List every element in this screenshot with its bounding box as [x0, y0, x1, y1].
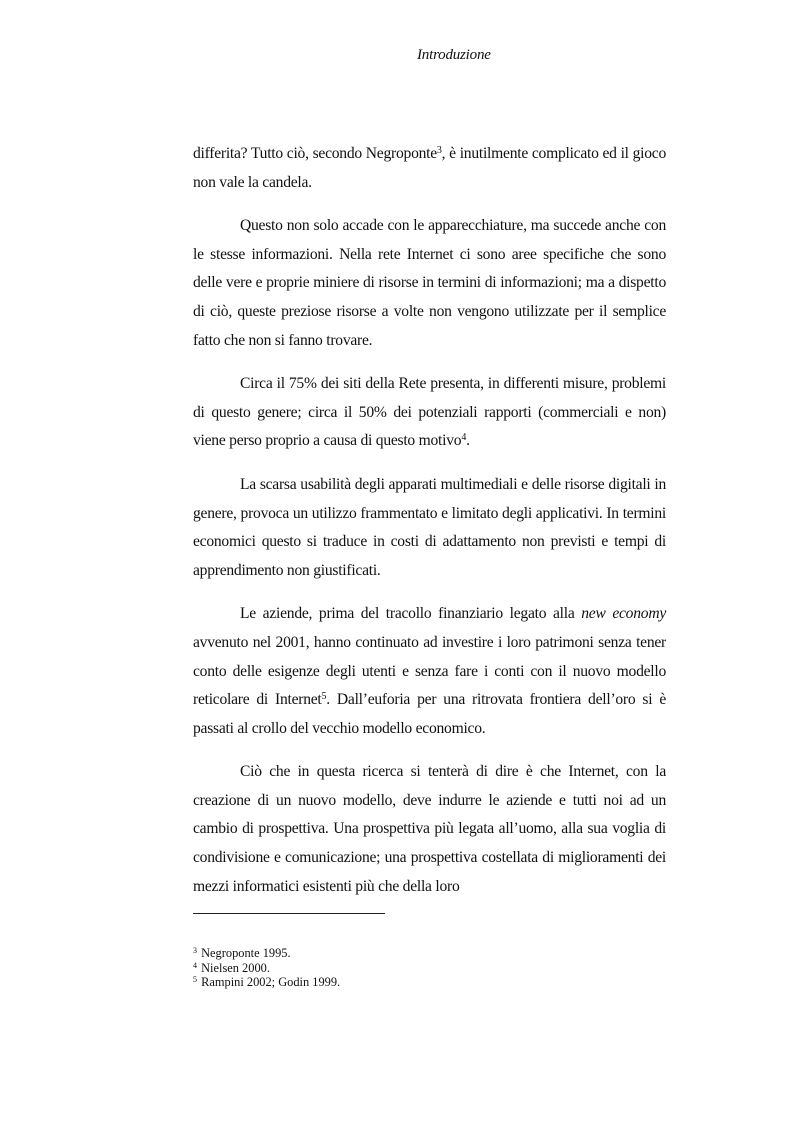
paragraph-6: Ciò che in questa ricerca si tenterà di dire è che Internet, con la creazione di un nuovo modello, deve indurre le aziende e tutti noi ad un cambio di prospettiva. Una prospettiva più legata all’uomo, alla sua voglia di condivisione e comunicazione; una prospettiva costellata di miglioramenti dei mezzi informatici esistenti più che della loro [193, 763, 666, 895]
paragraph-1-text-end: , è inutilmente complicato ed il gioco non vale la candela. [193, 145, 666, 191]
paragraph-5-emphasis: new economy [581, 605, 666, 623]
paragraph-4: La scarsa usabilità degli apparati multimediali e delle risorse digitali in genere, provoca un utilizzo frammentato e limitato degli applicativi. In termini economici questo si traduce in costi di adattamento non previsti e tempi di apprendimento non giustificati. [193, 475, 666, 579]
footnote-text: Rampini 2002; Godin 1999. [201, 975, 341, 990]
footnotes [193, 946, 340, 990]
paragraph-5-text: Le aziende, prima del tracollo finanziario legato alla [240, 605, 582, 623]
paragraph-1 [193, 140, 666, 197]
paragraph-5-text-middle: avvenuto nel 2001, hanno continuato ad investire i loro patrimoni senza tener conto delle esigenze degli utenti e senza fare i conti con il nuovo modello reticolare di Internet [193, 633, 666, 709]
footnote-item [193, 946, 340, 961]
footnote-ref-4: 4 [461, 432, 467, 444]
footnote-ref-3: 3 [436, 145, 442, 156]
footnote-text: Nielsen 2000. [201, 960, 270, 975]
footnote-number: 5 [193, 975, 197, 985]
footnote-item [193, 975, 340, 990]
footnote-item [193, 961, 340, 976]
paragraph-5 [193, 600, 666, 743]
paragraph-3 [193, 370, 666, 456]
running-header: Introduzione [417, 47, 491, 63]
footnote-number: 4 [193, 960, 197, 970]
footnote-number: 3 [193, 946, 197, 955]
paragraph-3-text-end: . [466, 432, 470, 450]
paragraph-5-text-end: . Dall’euforia per una ritrovata frontiera dell’oro si è passati al crollo del vecchio modello economico. [193, 691, 667, 737]
footnote-separator [193, 913, 385, 914]
paragraph-3-text: Circa il 75% dei siti della Rete presenta, in differenti misure, problemi di questo genere; circa il 50% dei potenziali rapporti (commerciali e non) viene perso proprio a causa di questo motivo [193, 375, 666, 450]
footnote-text: Negroponte 1995. [201, 946, 291, 960]
paragraph-1-text: differita? Tutto ciò, secondo Negroponte [193, 145, 437, 162]
body-text [193, 140, 666, 901]
footnote-ref-5: 5 [321, 691, 327, 703]
paragraph-2: Questo non solo accade con le apparecchiature, ma succede anche con le stesse informazioni. Nella rete Internet ci sono aree specifiche che sono delle vere e proprie miniere di risorse in termini di informazioni; ma a dispetto di ciò, queste preziose risorse a volte non vengono utilizzate per il semplice fatto che non si fanno trovare. [193, 217, 666, 349]
